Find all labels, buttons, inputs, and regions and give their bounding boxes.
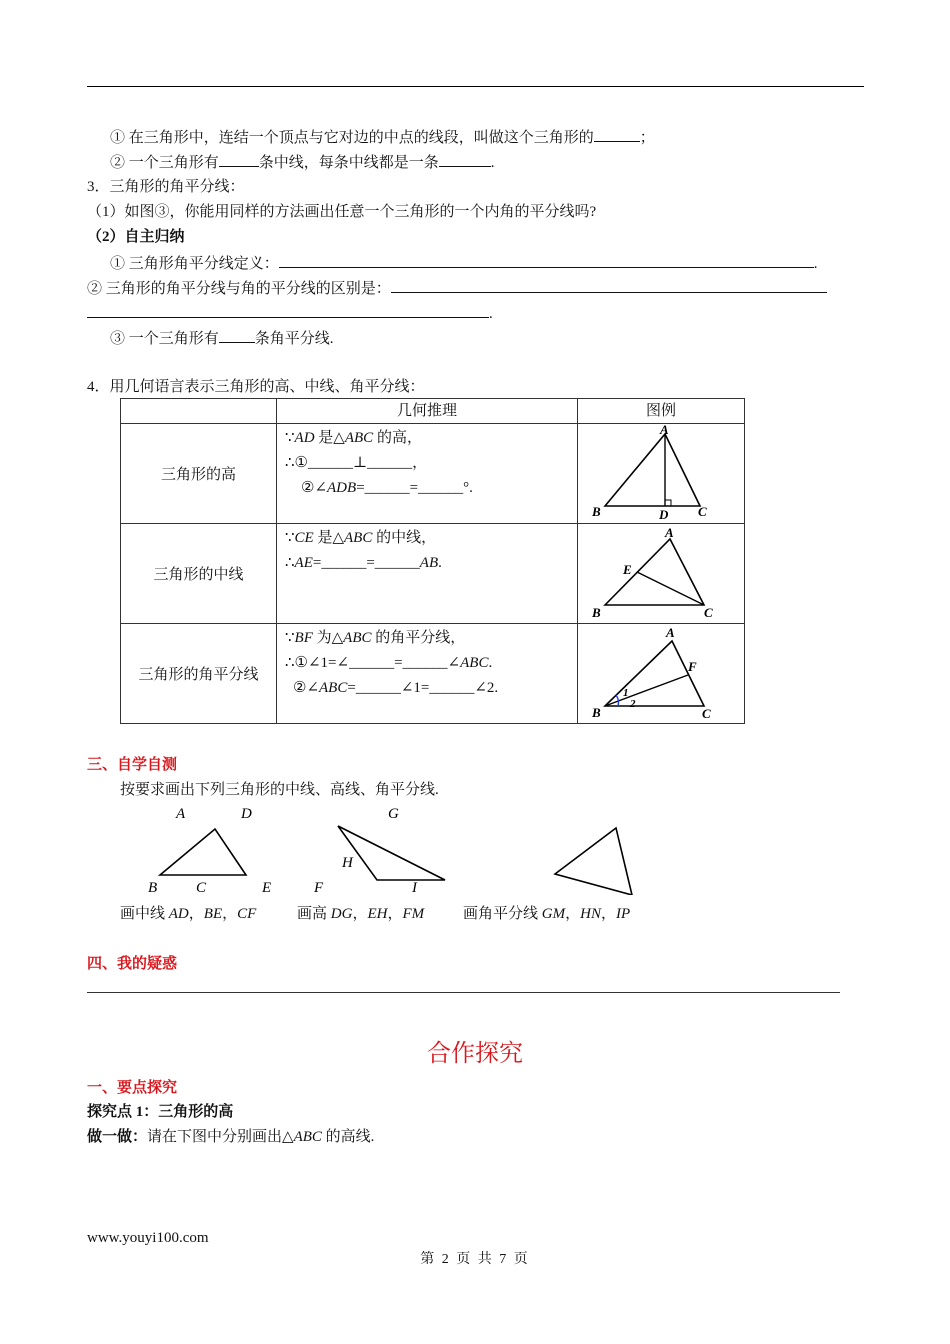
- bisector-definition-line: ① 三角形角平分线定义： .: [110, 253, 818, 274]
- row-name: 三角形的角平分线: [121, 624, 277, 724]
- label-f: F: [688, 659, 697, 674]
- median-figure: [578, 524, 744, 623]
- label-c: C: [698, 504, 707, 519]
- row-name: 三角形的中线: [121, 524, 277, 624]
- task-altitude: 画高 DG，EH，FM: [297, 906, 425, 922]
- label-a: A: [666, 625, 675, 640]
- blank[interactable]: [87, 303, 489, 318]
- coop-task: 做一做：请在下图中分别画出△ABC 的高线.: [87, 1129, 375, 1145]
- self-test-title: 三、自学自测: [87, 757, 178, 773]
- row-figure: [578, 624, 745, 724]
- label-a: A: [176, 806, 186, 822]
- triangle-3: [555, 828, 632, 895]
- label-a: A: [665, 525, 674, 540]
- label-e: E: [623, 562, 632, 577]
- label-i: I: [412, 880, 417, 895]
- label-d: D: [241, 806, 252, 822]
- label-angle-2: 2: [630, 698, 636, 710]
- coop-point1: 探究点 1：三角形的高: [87, 1104, 234, 1120]
- table-row: [121, 524, 745, 624]
- blank[interactable]: [391, 278, 827, 293]
- bisector-bf: [605, 675, 688, 706]
- task-median: 画中线 AD，BE，CF: [120, 906, 257, 922]
- coop-title: 合作探究: [427, 1040, 523, 1067]
- geometry-table: [120, 398, 745, 724]
- right-angle-mark: [665, 500, 671, 506]
- bisector-figure: [578, 624, 744, 723]
- section3-q1: （1）如图③，你能用同样的方法画出任意一个三角形的一个内角的平分线吗?: [87, 204, 597, 220]
- row-figure: [578, 524, 745, 624]
- label-b: B: [592, 705, 601, 720]
- bisector-count-line: ③ 一个三角形有 条角平分线.: [110, 328, 334, 349]
- triangle-abc: [605, 539, 704, 605]
- table-header-row: [121, 399, 745, 424]
- label-g: G: [388, 806, 399, 822]
- angle-arc: [616, 695, 618, 706]
- median-ce: [637, 572, 704, 605]
- practice-triangles: [140, 805, 700, 895]
- label-c: C: [196, 880, 207, 895]
- page-number: 第 2 页 共 7 页: [420, 1252, 530, 1267]
- label-c: C: [702, 706, 711, 721]
- row-figure: [578, 424, 745, 524]
- coop-sub1: 一、要点探究: [87, 1080, 178, 1096]
- row-reasoning: ∵BF 为△ABC 的角平分线， ∴①∠1=∠______=______∠ABC. ②∠ABC=______∠1=______∠2.: [277, 624, 578, 724]
- label-b: B: [592, 504, 601, 519]
- row-reasoning: ∵AD 是△ABC 的高， ∴①______⊥______， ②∠ADB=______=______°.: [277, 424, 578, 524]
- altitude-figure: [578, 424, 744, 523]
- doubts-answer-line[interactable]: [87, 992, 840, 993]
- median-count-line: ② 一个三角形有 条中线，每条中线都是一条 .: [110, 152, 495, 173]
- section3-title: 3．三角形的角平分线：: [87, 179, 245, 195]
- triangle-2: [338, 826, 445, 880]
- section3-q2: （2）自主归纳: [87, 229, 185, 245]
- footer-site[interactable]: www.youyi100.com: [87, 1230, 209, 1246]
- doubts-title: 四、我的疑惑: [87, 956, 178, 972]
- label-a: A: [660, 424, 669, 437]
- triangle-abc: [605, 434, 700, 506]
- label-c: C: [704, 605, 713, 620]
- label-d: D: [659, 507, 669, 522]
- header-rule: [87, 86, 864, 87]
- label-e: E: [262, 880, 272, 895]
- header-reasoning: 几何推理: [277, 399, 578, 424]
- table-row: [121, 424, 745, 524]
- blank[interactable]: [219, 152, 259, 167]
- blank[interactable]: [594, 127, 640, 142]
- blank[interactable]: [439, 152, 491, 167]
- section4-title: 4．用几何语言表示三角形的高、中线、角平分线：: [87, 379, 425, 395]
- median-definition-line: ① 在三角形中，连结一个顶点与它对边的中点的线段，叫做这个三角形的 ；: [110, 127, 655, 148]
- blank[interactable]: [219, 328, 255, 343]
- row-reasoning: ∵CE 是△ABC 的中线， ∴AE=______=______AB.: [277, 524, 578, 624]
- label-b: B: [148, 880, 158, 895]
- label-f: F: [314, 880, 324, 895]
- bisector-difference-line: ② 三角形的角平分线与角的平分线的区别是：: [87, 278, 827, 299]
- header-blank: [121, 399, 277, 424]
- self-test-instruction: 按要求画出下列三角形的中线、高线、角平分线.: [120, 782, 439, 798]
- label-angle-1: 1: [623, 687, 629, 699]
- label-b: B: [592, 605, 601, 620]
- bisector-difference-continue: .: [87, 303, 493, 324]
- row-name: 三角形的高: [121, 424, 277, 524]
- header-figure: 图例: [578, 399, 745, 424]
- table-row: [121, 624, 745, 724]
- blank[interactable]: [279, 253, 814, 268]
- task-bisector: 画角平分线 GM，HN，IP: [463, 906, 631, 922]
- triangle-1: [160, 829, 246, 875]
- label-h: H: [342, 855, 353, 871]
